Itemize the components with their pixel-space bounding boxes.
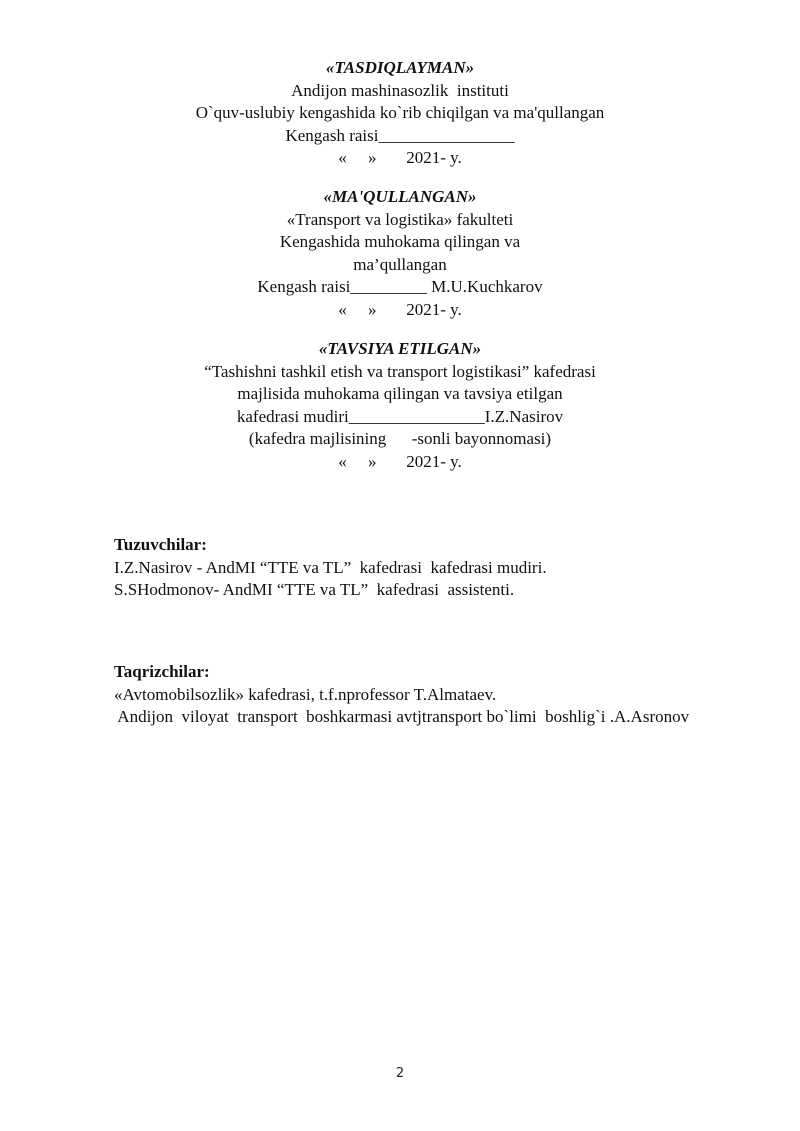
taqrizchi-item: Andijon viloyat transport boshkarmasi avtjtransport bo`limi boshlig`i .A.Asronov [114,707,690,726]
tasdiqlayman-heading: «TASDIQLAYMAN» [325,58,475,77]
tasdiqlayman-line: Andijon mashinasozlik instituti [291,80,509,100]
tasdiqlayman-block [0,57,800,170]
tavsiya-block [0,338,800,473]
maqullangan-heading: «MA'QULLANGAN» [323,187,477,206]
tuzuvchi-item: S.SHodmonov- AndMI “TTE va TL” kafedrasi assistenti. [114,580,515,599]
tuzuvchilar-section [114,534,774,602]
tasdiqlayman-line: Kengash raisi________________ [285,125,515,145]
maqullangan-line: Kengashida muhokama qilingan va [279,232,521,251]
tavsiya-line: majlisida muhokama qilingan va tavsiya etilgan [237,384,563,403]
page-number: 2 [395,1066,405,1081]
tavsiya-line: (kafedra majlisining -sonli bayonnomasi) [248,429,552,448]
taqrizchi-item: «Avtomobilsozlik» kafedrasi, t.f.nprofessor T.Almataev. [114,684,497,704]
maqullangan-date: « » 2021- y. [338,299,462,319]
tavsiya-date: « » 2021- y. [338,451,462,471]
tasdiqlayman-line: O`quv-uslubiy kengashida ko`rib chiqilgan va ma'qullangan [195,103,605,122]
maqullangan-line: ma’qullangan [353,254,447,274]
maqullangan-line: «Transport va logistika» fakulteti [286,209,514,229]
tasdiqlayman-date: « » 2021- y. [338,148,462,167]
tavsiya-line: “Tashishni tashkil etish va transport logistikasi” kafedrasi [204,361,596,381]
maqullangan-block [0,186,800,321]
taqrizchilar-label: Taqrizchilar: [114,662,210,681]
tuzuvchi-item: I.Z.Nasirov - AndMI “TTE va TL” kafedrasi kafedrasi mudiri. [114,557,547,577]
taqrizchilar-section [114,661,774,729]
maqullangan-line: Kengash raisi_________ M.U.Kuchkarov [257,277,543,296]
tavsiya-heading: «TAVSIYA ETILGAN» [318,339,482,358]
tuzuvchilar-label: Tuzuvchilar: [114,535,207,554]
tavsiya-line: kafedrasi mudiri________________I.Z.Nasirov [236,406,564,426]
